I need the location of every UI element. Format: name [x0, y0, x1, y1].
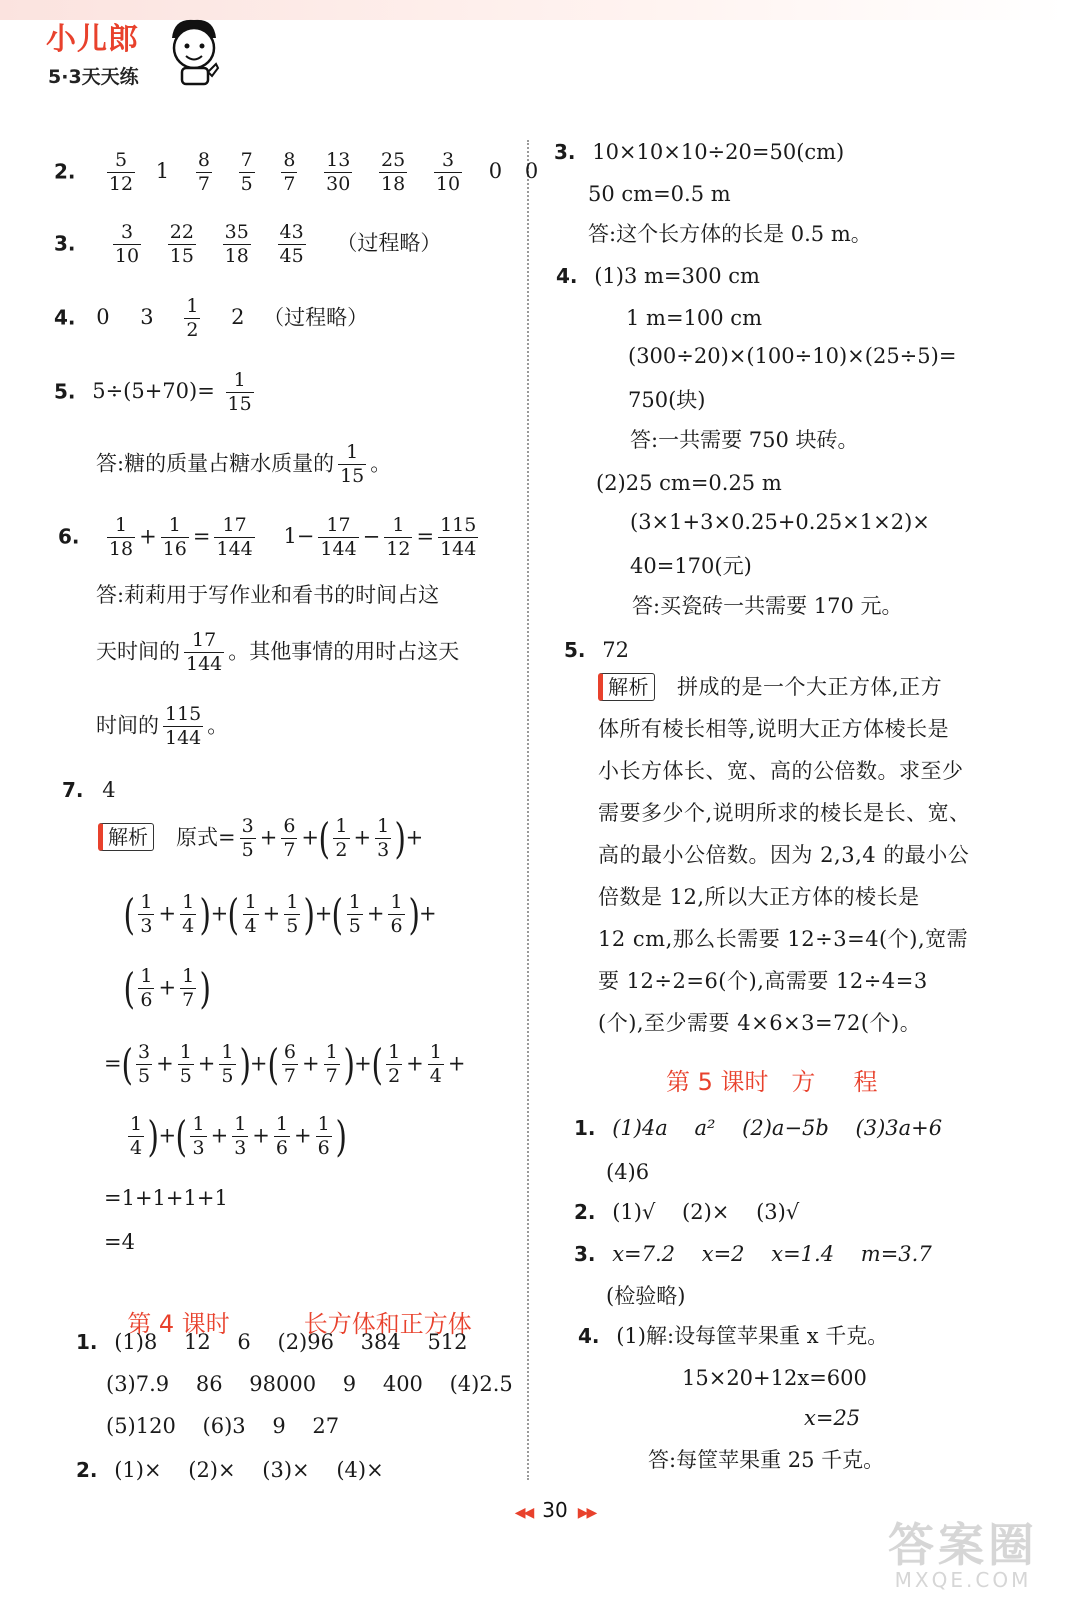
answer-5-conclusion: 答:糖的质量占糖水质量的 $\frac{1}{15}$ 。: [96, 441, 392, 488]
page-footer: [480, 1498, 630, 1522]
analysis-r5-line9: (个),至少需要 4×6×3=72(个)。: [598, 1011, 922, 1035]
answer-2: 2. $\frac{5}{12}$ 1 $\frac{8}{7}$ $\frac{7}{5}$ $\frac{8}{7}$ $\frac{13}{30}$ $\frac{25}{18}$ $\frac{3}{10}$ 0 0: [54, 149, 539, 196]
analysis-7-line5: $\frac{1}{4}$ )+( $\frac{1}{3}$ + $\frac{1}{3}$ + $\frac{1}{6}$ + $\frac{1}{6}$ ): [130, 1111, 347, 1161]
answer-6-conclusion-line1: 答:莉莉用于写作业和看书的时间占这: [96, 583, 440, 607]
analysis-7-result: =4: [104, 1230, 135, 1254]
analysis-r5-line2: 体所有棱长相等,说明大正方体棱长是: [598, 717, 950, 741]
analysis-r5-line3: 小长方体长、宽、高的公倍数。求至少: [598, 759, 964, 783]
lesson4-answer-2: 2. (1)× (2)× (3)× (4)×: [76, 1458, 384, 1482]
lesson5-answer-4-line2: 15×20+12x=600: [682, 1366, 867, 1390]
mascot-icon: [164, 16, 224, 86]
brand-logo: [44, 14, 224, 94]
answer-r4-line8: 40=170(元): [630, 554, 752, 578]
answer-r4-line7: (3×1+3×0.25+0.25×1×2)×: [630, 510, 930, 534]
lesson4-answer-1-line1: 1. (1)8 12 6 (2)96 384 512: [76, 1330, 468, 1354]
lesson5-answer-4-line1: 4. (1)解:设每筐苹果重 x 千克。: [578, 1324, 889, 1348]
answer-r4-line1: 4. (1)3 m=300 cm: [556, 264, 760, 288]
lesson5-answer-1-line2: (4)6: [606, 1160, 650, 1184]
section-title-lesson-4: 第 4 课时 长方体和正方体: [127, 1310, 472, 1338]
answer-r4-line5: 答:一共需要 750 块砖。: [630, 428, 859, 452]
answer-6-conclusion-line3: 时间的 $\frac{115}{144}$ 。: [96, 703, 229, 750]
answer-r4-line2: 1 m=100 cm: [626, 306, 762, 330]
answer-r4-line6: (2)25 cm=0.25 m: [596, 471, 782, 495]
answer-r4-line9: 答:买瓷砖一共需要 170 元。: [632, 594, 903, 618]
prev-arrows-icon: ◀◀: [514, 1505, 533, 1521]
analysis-r5-line4: 需要多少个,说明所求的棱长是长、宽、: [598, 801, 971, 825]
answer-r4-line3: (300÷20)×(100÷10)×(25÷5)=: [628, 344, 957, 368]
analysis-7-line1: 解析 原式= $\frac{3}{5}$ + $\frac{6}{7}$ +( $\frac{1}{2}$ + $\frac{1}{3}$ )+: [98, 816, 423, 862]
answer-r5: 5. 72: [564, 638, 629, 662]
series-name: 5·3天天练: [48, 66, 139, 88]
watermark: 答案圈 MXQE.COM: [888, 1518, 1038, 1592]
analysis-7-sum: =1+1+1+1: [104, 1186, 228, 1210]
lesson5-answer-4-line3: x=25: [804, 1406, 861, 1430]
analysis-tag: 解析: [598, 673, 655, 701]
column-divider: [527, 140, 529, 1480]
analysis-7-line3: ( $\frac{1}{6}$ + $\frac{1}{7}$ ): [123, 963, 212, 1013]
analysis-r5-line7: 12 cm,那么长需要 12÷3=4(个),宽需: [598, 927, 969, 951]
answer-r4-line4: 750(块): [628, 388, 706, 412]
answer-5: 5. 5÷(5+70)= $\frac{1}{15}$: [54, 369, 252, 416]
analysis-r5-line5: 高的最小公倍数。因为 2,3,4 的最小公: [598, 843, 970, 867]
answer-r3-line2: 50 cm=0.5 m: [588, 182, 731, 206]
analysis-r5-line1: 解析 拼成的是一个大正方体,正方: [598, 666, 1018, 708]
answer-7: 7. 4: [62, 778, 116, 802]
analysis-7-line2: ( $\frac{1}{3}$ + $\frac{1}{4}$ )+( $\frac{1}{4}$ + $\frac{1}{5}$ )+( $\frac{1}{5}$ + $\frac{1}{6}$ )+: [123, 889, 437, 939]
answer-6: 6. $\frac{1}{18}$ + $\frac{1}{16}$ = $\frac{17}{144}$ 1− $\frac{17}{144}$ − $\frac{1}{12}$ = $\frac{115}{144}$: [58, 514, 477, 561]
answer-4: 4. 0 3 $\frac{1}{2}$ 2 （过程略）: [54, 295, 369, 342]
analysis-r5-line6: 倍数是 12,所以大正方体的棱长是: [598, 885, 920, 909]
brand-name: 小儿郎: [46, 22, 139, 57]
lesson5-answer-3-line1: 3. x=7.2 x=2 x=1.4 m=3.7: [574, 1242, 932, 1266]
analysis-r5: [598, 666, 1018, 1044]
answer-6-conclusion-line2: 天时间的 $\frac{17}{144}$ 。其他事情的用时占这天: [96, 629, 460, 676]
lesson5-answer-3-line2: (检验略): [606, 1284, 686, 1308]
answer-r3-line3: 答:这个长方体的长是 0.5 m。: [588, 222, 872, 246]
next-arrows-icon: ▶▶: [577, 1505, 596, 1521]
lesson4-answer-1-line2: (3)7.9 86 98000 9 400 (4)2.5: [106, 1372, 513, 1396]
lesson5-answer-4-line4: 答:每筐苹果重 25 千克。: [648, 1448, 885, 1472]
answer-r3-line1: 3. 10×10×10÷20=50(cm): [554, 140, 845, 164]
page-number: 30: [542, 1498, 568, 1522]
answer-3: 3. $\frac{3}{10}$ $\frac{22}{15}$ $\frac{35}{18}$ $\frac{43}{45}$ （过程略）: [54, 221, 442, 268]
section-title-lesson-5: 第 5 课时 方 程: [666, 1068, 878, 1096]
analysis-7-line4: =( $\frac{3}{5}$ + $\frac{1}{5}$ + $\frac{1}{5}$ )+( $\frac{6}{7}$ + $\frac{1}{7}$ )+( $\frac{1}{2}$ + $\frac{1}{4}$ +: [104, 1039, 466, 1089]
lesson5-answer-1-line1: 1. (1)4a a² (2)a−5b (3)3a+6: [574, 1116, 943, 1140]
analysis-tag: 解析: [98, 823, 154, 851]
lesson5-answer-2: 2. (1)√ (2)× (3)√: [574, 1200, 800, 1224]
analysis-r5-line8: 要 12÷2=6(个),高需要 12÷4=3: [598, 969, 928, 993]
lesson4-answer-1-line3: (5)120 (6)3 9 27: [106, 1414, 340, 1438]
